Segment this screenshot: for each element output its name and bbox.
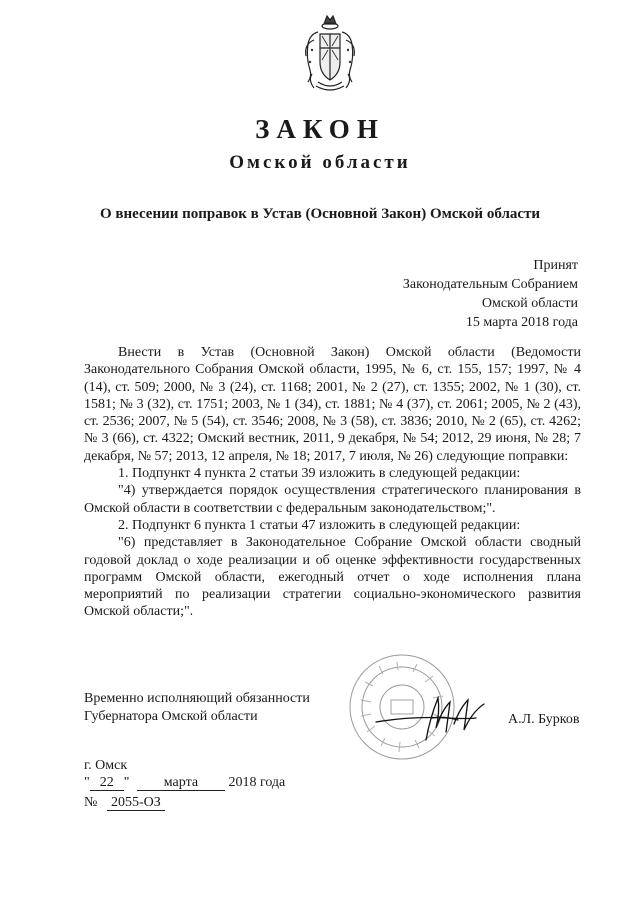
law-subtitle: Омской области xyxy=(229,152,411,173)
adoption-date: 15 марта 2018 года xyxy=(465,315,578,330)
law-body xyxy=(84,344,581,621)
number-label: № xyxy=(84,795,98,810)
body-paragraph: "4) утверждается порядок осуществления стратегического планирования в Омской области в соответствии с федеральным законодательством;". xyxy=(84,483,581,516)
date-close-quote: " xyxy=(123,775,130,790)
law-heading: О внесении поправок в Устав (Основной Закон) Омской области xyxy=(99,206,541,222)
signing-date xyxy=(84,775,285,791)
signatory-position xyxy=(84,690,310,726)
adoption-line-2: Законодательным Собранием xyxy=(402,277,578,292)
signatory-position-line-2: Губернатора Омской области xyxy=(84,709,258,724)
coat-of-arms-emblem xyxy=(300,10,360,96)
body-paragraph: "6) представляет в Законодательное Собрание Омской области сводный годовой доклад о ходе реализации и об оценке эффективности государственных программ Омской области, ежегодный отчет о ходе исполнения плана мероприятий по реализации стратегии социально-экономического развития Омской области;". xyxy=(84,535,581,620)
signatory-position-line-1: Временно исполняющий обязанности xyxy=(84,691,310,706)
date-day: 22 xyxy=(90,775,124,791)
date-open-quote: " xyxy=(84,775,90,790)
handwritten-signature xyxy=(372,688,502,748)
number-value: 2055-ОЗ xyxy=(107,795,165,811)
city-line: г. Омск xyxy=(84,758,128,773)
date-month: марта xyxy=(137,775,225,791)
body-paragraph: 2. Подпункт 6 пункта 1 статьи 47 изложить в следующей редакции: xyxy=(118,517,521,533)
adoption-line-3: Омской области xyxy=(481,296,578,311)
signatory-name: А.Л. Бурков xyxy=(508,712,580,727)
body-paragraph: Внести в Устав (Основной Закон) Омской области (Ведомости Законодательного Собрания Омской области, 1995, № 6, ст. 155, 157; 1997, № 4 (14), ст. 509; 2000, № 3 (24), ст. 1168; 2001, № 2 (27), ст. 1355; 2002, № 1 (30), ст. 1581; № 3 (32), ст. 1751; 2003, № 1 (34), ст. 1881; № 4 (37), ст. 2061; 2005, № 2 (43), ст. 2536; 2007, № 5 (54), ст. 3546; 2008, № 3 (58), ст. 3836; 2010, № 2 (65), ст. 4262; № 3 (66), ст. 4322; Омский вестник, 2011, 9 декабря, № 54; 2012, 29 июня, № 28; 7 декабря, № 57; 2013, 12 апреля, № 18; 2017, 7 июля, № 26) следующие поправки: xyxy=(84,345,581,464)
law-number xyxy=(84,795,165,811)
date-year: 2018 года xyxy=(228,775,286,790)
law-title: ЗАКОН xyxy=(255,114,385,144)
body-paragraph: 1. Подпункт 4 пункта 2 статьи 39 изложить в следующей редакции: xyxy=(118,466,521,482)
adoption-line-1: Принят xyxy=(533,258,578,273)
